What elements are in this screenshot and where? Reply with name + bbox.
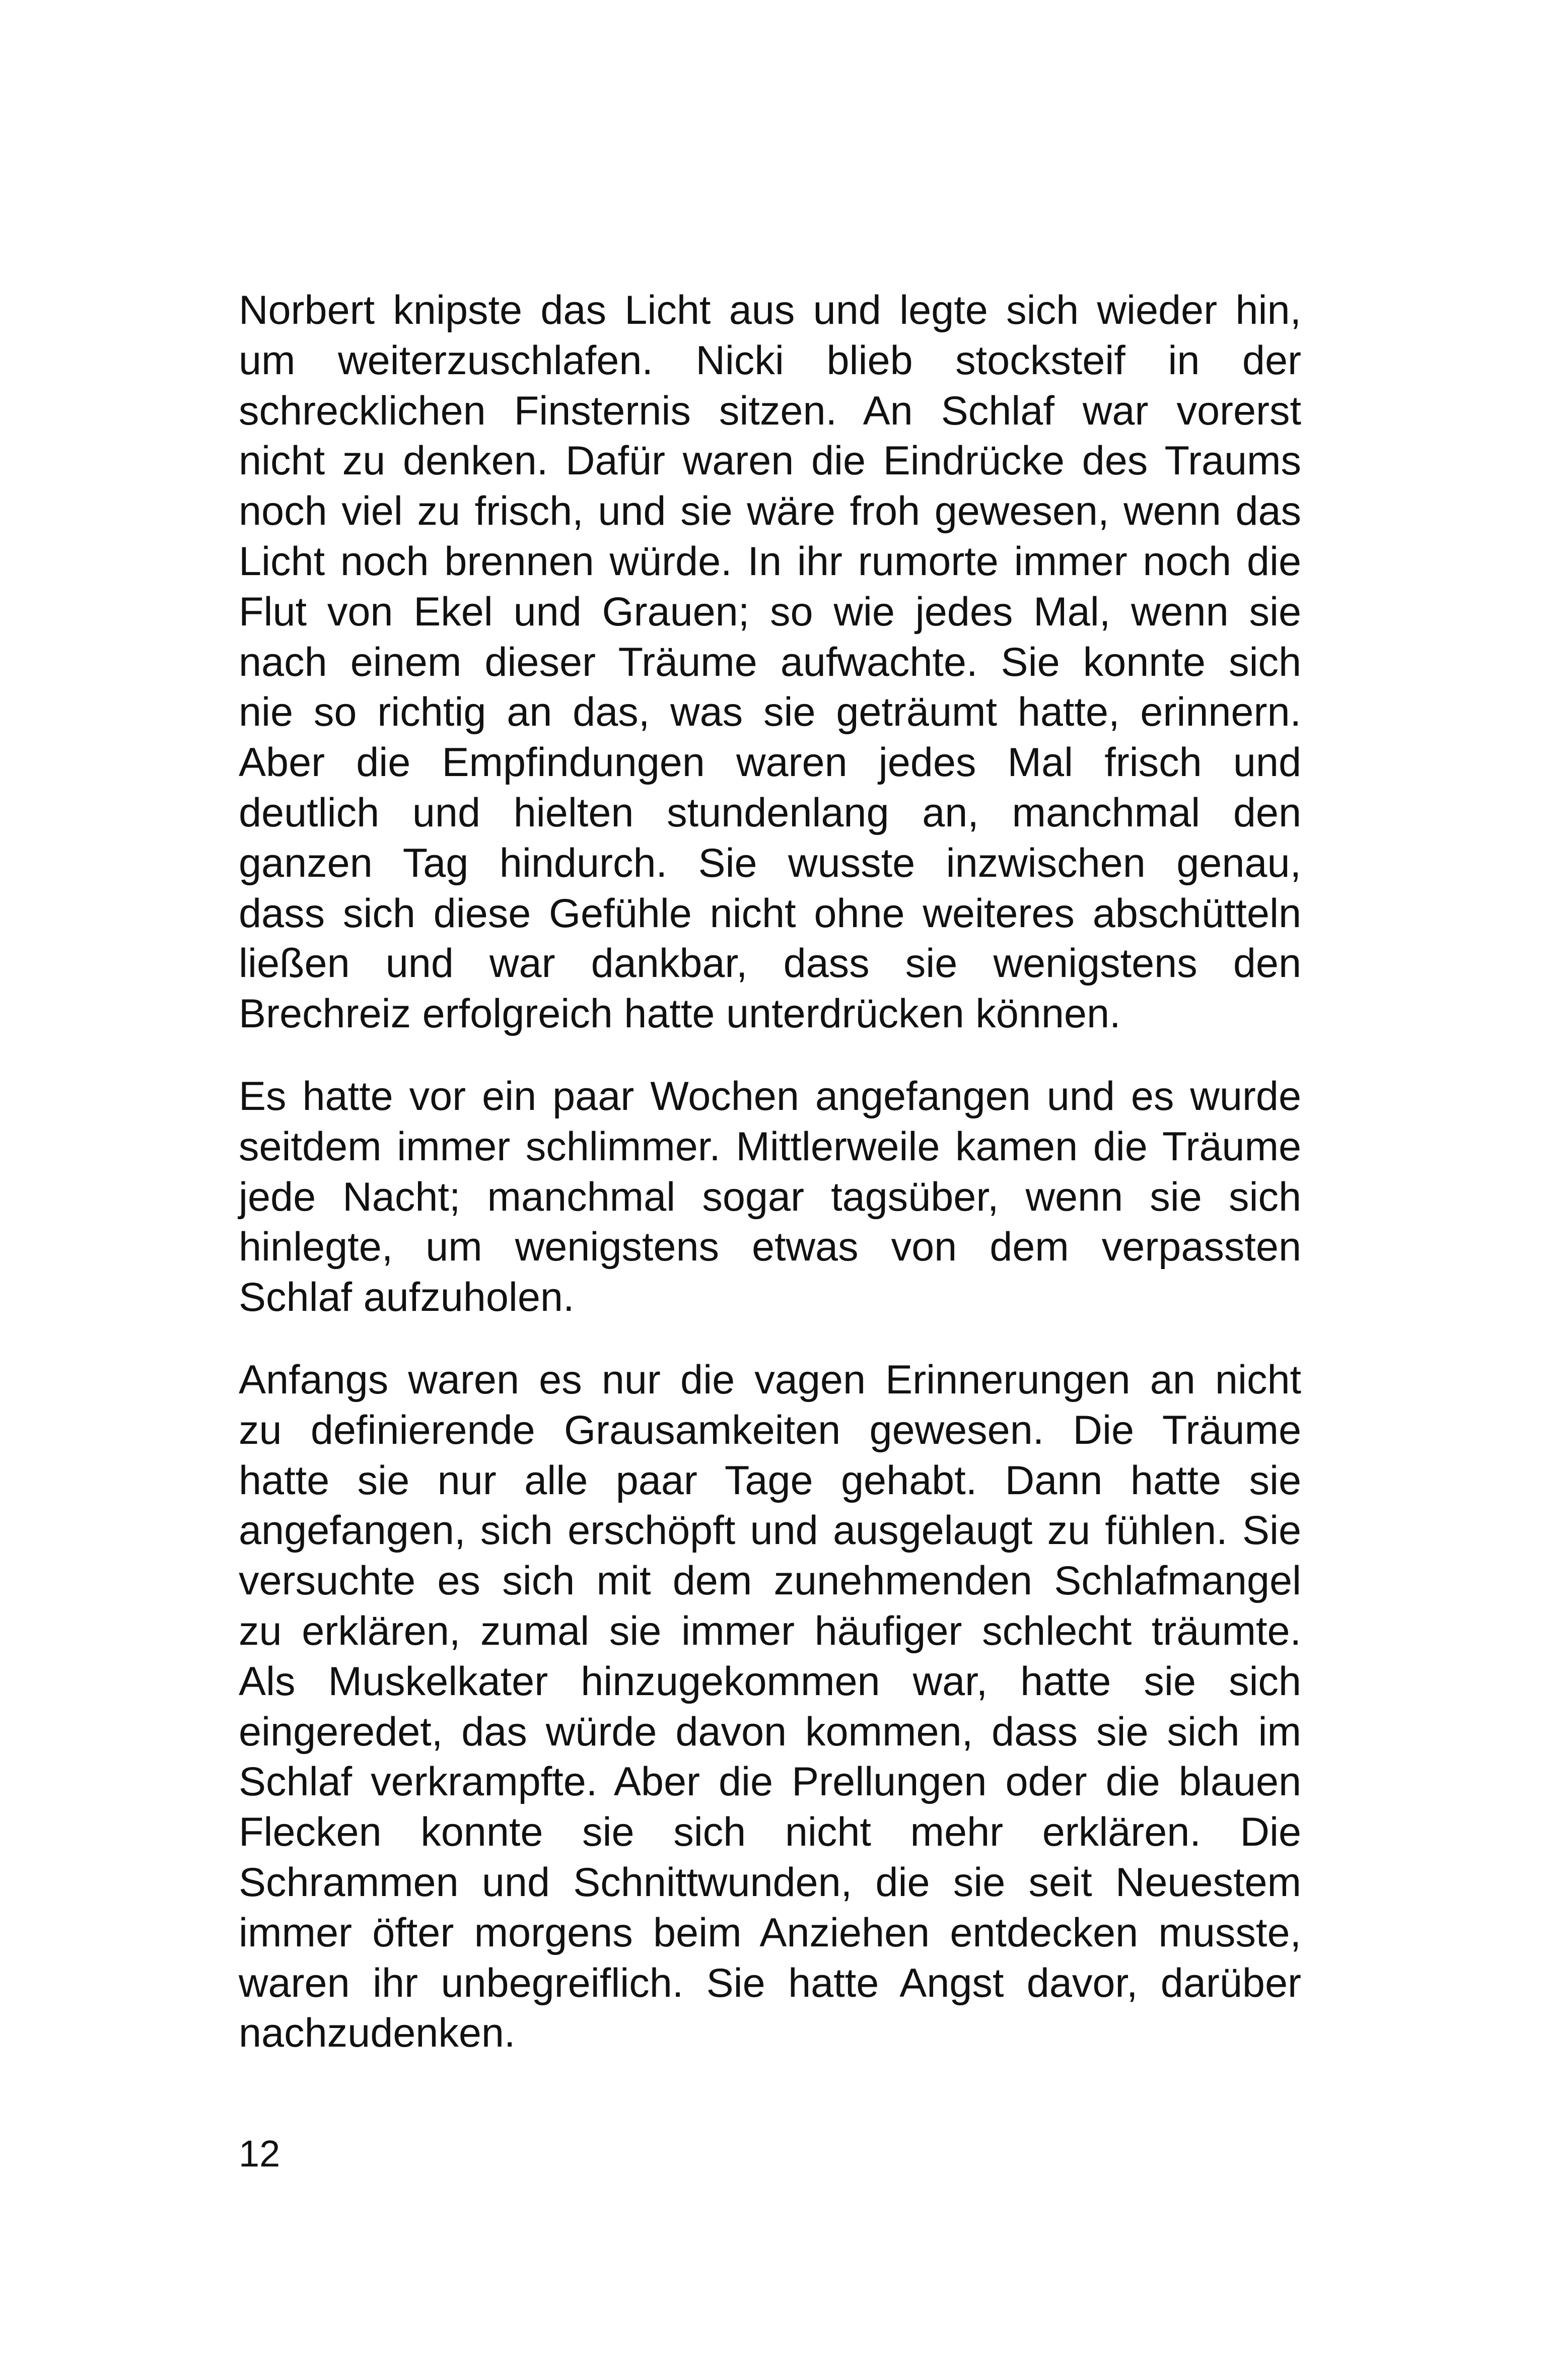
paragraph-spacing [239,1323,1301,1355]
text-line: ließen und war dankbar, dass sie wenigstens den [239,941,1301,987]
text-line: Anfangs waren es nur die vagen Erinnerungen an nicht [239,1357,1301,1403]
text-line: dass sich diese Gefühle nicht ohne weiteres abschütteln [239,890,1301,936]
text-line: Brechreiz erfolgreich hatte unterdrücken können. [239,991,1121,1037]
paragraph-spacing [239,1039,1301,1072]
text-line: Schrammen und Schnittwunden, die sie seit Neuestem [239,1859,1301,1905]
text-line: Als Muskelkater hinzugekommen war, hatte sie sich [239,1658,1301,1704]
text-line: Flecken konnte sie sich nicht mehr erklären. Die [239,1809,1301,1855]
text-line: waren ihr unbegreiflich. Sie hatte Angst davor, darüber [239,1960,1301,2006]
text-line: versuchte es sich mit dem zunehmenden Schlafmangel [239,1558,1301,1604]
text-line: nach einem dieser Träume aufwachte. Sie konnte sich [239,639,1301,685]
text-line: immer öfter morgens beim Anziehen entdecken musste, [239,1910,1301,1955]
text-line: noch viel zu frisch, und sie wäre froh gewesen, wenn das [239,488,1301,534]
text-line: seitdem immer schlimmer. Mittlerweile kamen die Träume [239,1124,1301,1169]
paragraph-3 [239,1355,1301,2059]
text-line: Licht noch brennen würde. In ihr rumorte immer noch die [239,538,1301,584]
text-line: schrecklichen Finsternis sitzen. An Schlaf war vorerst [239,388,1301,434]
text-line: eingeredet, das würde davon kommen, dass sie sich im [239,1709,1301,1755]
text-line: ganzen Tag hindurch. Sie wusste inzwischen genau, [239,840,1301,886]
text-line: deutlich und hielten stundenlang an, manchmal den [239,790,1301,835]
text-line: nicht zu denken. Dafür waren die Eindrücke des Traums [239,438,1301,484]
paragraph-1 [239,286,1301,1039]
text-line: Schlaf verkrampfte. Aber die Prellungen oder die blauen [239,1759,1301,1805]
text-line: nachzudenken. [239,2010,516,2056]
text-line: hinlegte, um wenigstens etwas von dem verpassten [239,1224,1301,1270]
text-line: zu definierende Grausamkeiten gewesen. Die Träume [239,1407,1301,1453]
body-text [239,286,1301,2059]
page-number: 12 [239,2133,280,2175]
text-line: zu erklären, zumal sie immer häufiger schlecht träumte. [239,1608,1301,1654]
paragraph-2 [239,1072,1301,1323]
text-line: Flut von Ekel und Grauen; so wie jedes Mal, wenn sie [239,589,1301,635]
text-line: Schlaf aufzuholen. [239,1275,575,1320]
text-line: Es hatte vor ein paar Wochen angefangen und es wurde [239,1073,1301,1119]
text-line: angefangen, sich erschöpft und ausgelaugt zu fühlen. Sie [239,1508,1301,1554]
text-line: Norbert knipste das Licht aus und legte sich wieder hin, [239,288,1301,333]
text-line: hatte sie nur alle paar Tage gehabt. Dann hatte sie [239,1457,1301,1503]
text-line: Aber die Empfindungen waren jedes Mal frisch und [239,740,1301,786]
text-line: jede Nacht; manchmal sogar tagsüber, wenn sie sich [239,1174,1301,1220]
text-line: um weiterzuschlafen. Nicki blieb stocksteif in der [239,337,1301,383]
text-line: nie so richtig an das, was sie geträumt hatte, erinnern. [239,689,1301,735]
